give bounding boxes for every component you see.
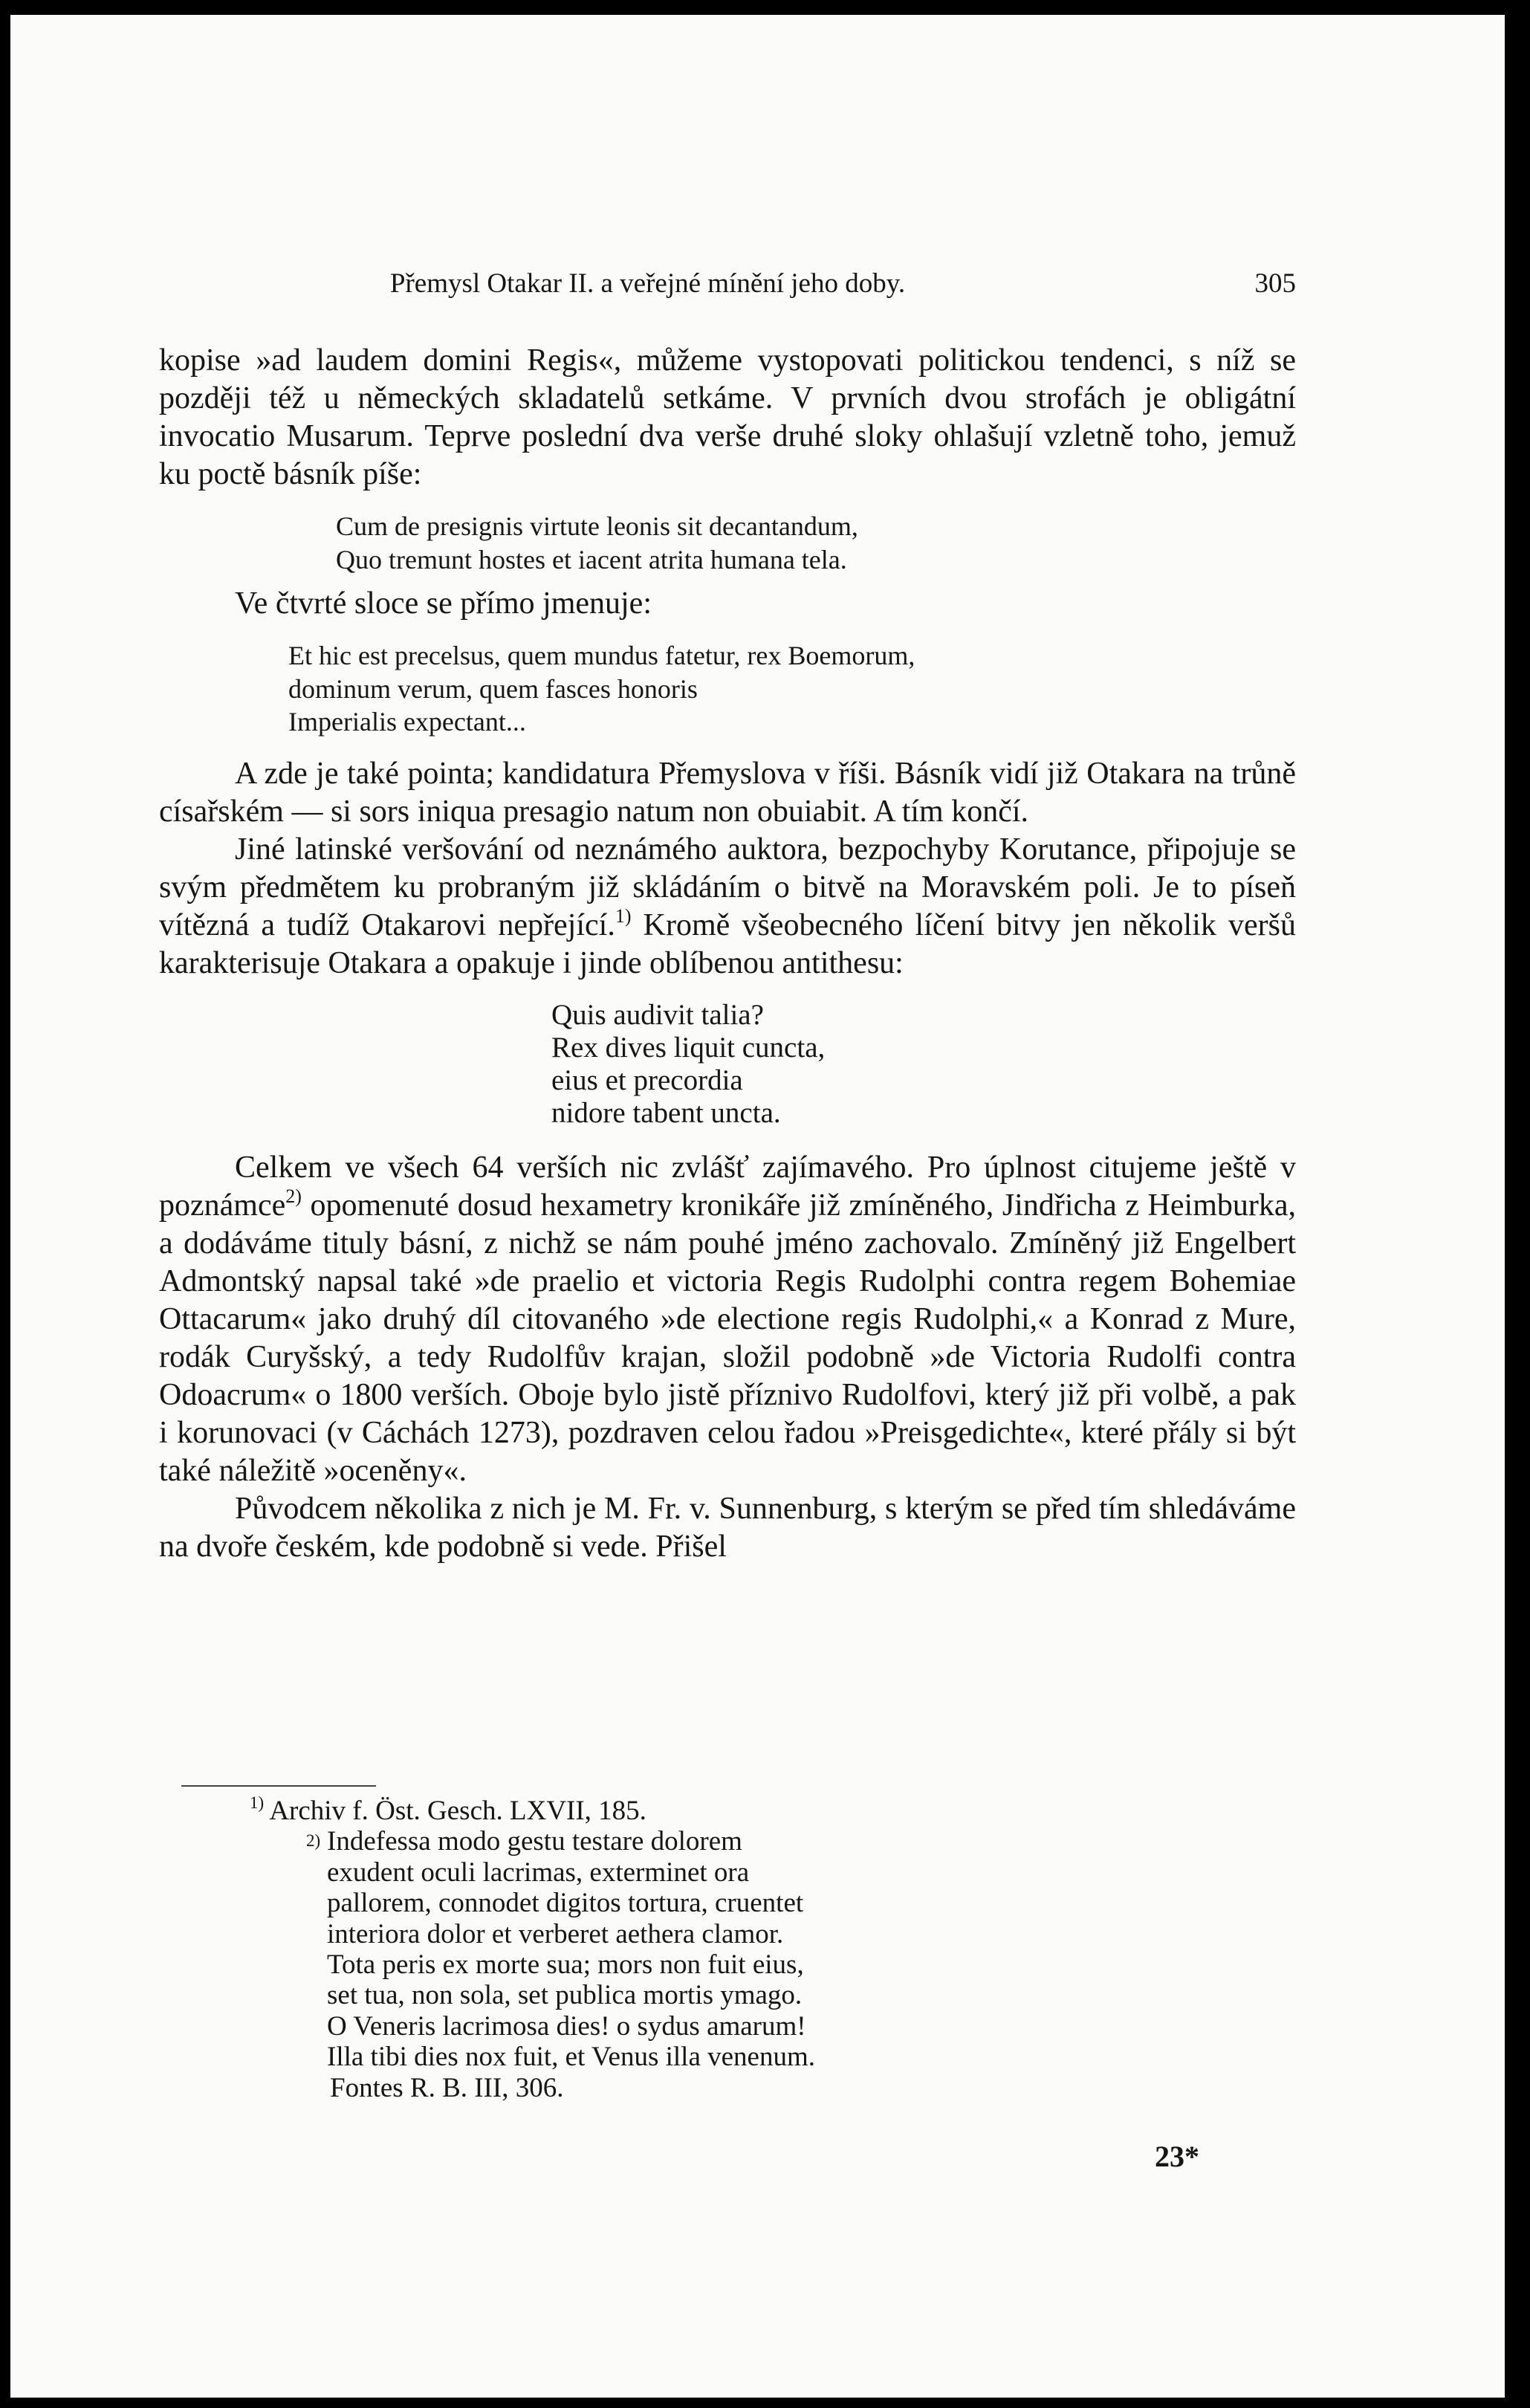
footnote-1-mark: 1) [250,1793,265,1813]
running-header [10,268,1505,309]
verse-line: Et hic est precelsus, quem mundus fatetur, rex Boemorum, [288,641,915,670]
paragraph-6: Původcem několika z nich je M. Fr. v. Sunnenburg, s kterým se před tím shledáváme na dvoře českém, kde podobně si vede. Přišel [159,1491,1296,1564]
footnote-separator [181,1785,376,1787]
signature-mark: 23* [1155,2140,1199,2173]
paragraph-1: kopise »ad laudem domini Regis«, můžeme vystopovati politickou tendenci, s níž se později též u německých skladatelů setkáme. V prvních dvou strofách je obligátní invocatio Musarum. Teprve poslední dva verše druhé sloky ohlašují vzletně toho, jemuž ku poctě básník píše: [159,343,1296,491]
verse-line: eius et precordia [551,1064,743,1096]
footnote-ref-1: 1) [615,904,632,927]
verse-line: nidore tabent uncta. [551,1096,781,1129]
footnotes [250,1793,1216,2103]
verse-line: Cum de presignis virtute leonis sit decantandum, [336,511,858,541]
verse-quote-3 [551,999,1296,1130]
footnote-ref-2: 2) [285,1185,302,1207]
paragraph-2: Ve čtvrté sloce se přímo jmenuje: [235,586,652,621]
verse-quote-2 [288,639,1296,739]
footnote-2-line: Illa tibi dies nox fuit, et Venus illa venenum. [327,2042,815,2073]
footnote-2: 2) Indefessa modo gestu testare dolorem exudent oculi lacrimas, exterminet ora pallorem, connodet digitos tortura, cruentet interiora dolor et verberet aethera clamor. Tota peris ex morte sua; mors non fuit eius, set tua, non sola, set publica mortis ymago. O Veneris lacrimosa dies! o sydus amarum! Illa tibi dies nox fuit, et Venus illa venenum. Fontes R. B. III, 306. [327,1826,1216,2103]
footnote-1 [250,1793,1216,1826]
footnote-1-text: Archiv f. Öst. Gesch. LXVII, 185. [264,1796,646,1826]
book-page [10,15,1505,2398]
verse-line: Imperialis expectant... [288,707,526,737]
paragraph-4-text-b: Kromě všeobecného líčení bitvy jen několik veršů karakterisuje Otakara a opakuje i jinde oblíbenou antithesu: [159,907,1296,980]
verse-line: Rex dives liquit cuncta, [551,1031,826,1064]
running-title: Přemysl Otakar II. a veřejné mínění jeho doby. [389,268,906,299]
footnote-2-line: pallorem, connodet digitos tortura, cruentet [327,1888,804,1919]
footnote-2-line: O Veneris lacrimosa dies! o sydus amarum! [327,2010,806,2042]
verse-line: Quis audivit talia? [551,998,764,1031]
verse-line: Quo tremunt hostes et iacent atrita humana tela. [336,544,847,575]
footnote-2-line: interiora dolor et verberet aethera clamor. [327,1918,784,1949]
main-text [159,342,1296,1566]
paragraph-4 [159,831,1296,983]
paragraph-4-text-a: Jiné latinské veršování od neznámého auktora, bezpochyby Korutance, připojuje se svým předmětem ku probraným již skládáním o bitvě na Moravském poli. Je to píseň vítězná a tudíž Otakarovi nepřející. [159,832,1296,942]
footnote-2-line: set tua, non sola, set publica mortis ymago. [327,1980,803,2011]
footnote-2-line: Tota peris ex morte sua; mors non fuit eius, [327,1949,804,1981]
paragraph-5-text-a: Celkem ve všech 64 verších nic zvlášť zajímavého. Pro úplnost citujeme ještě v poznámce [159,1150,1296,1223]
paragraph-5-text-b: opomenuté dosud hexametry kronikáře již zmíněného, Jindřicha z Heimburka, a dodáváme tituly básní, z nichž se nám pouhé jméno zachovalo. Zmíněný již Engelbert Admontský napsal také »de praelio et victoria Regis Rudolphi contra regem Bohemiae Ottacarum« jako druhý díl citovaného »de electione regis Rudolphi,« a Konrad z Mure, rodák Curyšský, a tedy Rudolfův krajan, složil podobně »de Victoria Rudolfi contra Odoacrum« o 1800 verších. Oboje bylo jistě příznivo Rudolfovi, který již při volbě, a pak i korunovaci (v Cáchách 1273), pozdraven celou řadou »Preisgedichte«, které přály si být také náležitě »oceněny«. [159,1188,1296,1488]
paragraph-3: A zde je také pointa; kandidatura Přemyslova v říši. Básník vidí již Otakara na trůně císařském — si sors iniqua presagio natum non obuiabit. A tím končí. [159,756,1296,829]
paragraph-5 [159,1149,1296,1490]
verse-line: dominum verum, quem fasces honoris [288,673,698,704]
page-number: 305 [1254,268,1296,299]
footnote-2-quote [327,1826,1216,2103]
verse-quote-1 [336,510,1296,576]
footnote-2-source: Fontes R. B. III, 306. [330,2072,564,2103]
footnote-2-line: exudent oculi lacrimas, exterminet ora [327,1857,750,1888]
footnote-2-line: Indefessa modo gestu testare dolorem [327,1826,742,1857]
